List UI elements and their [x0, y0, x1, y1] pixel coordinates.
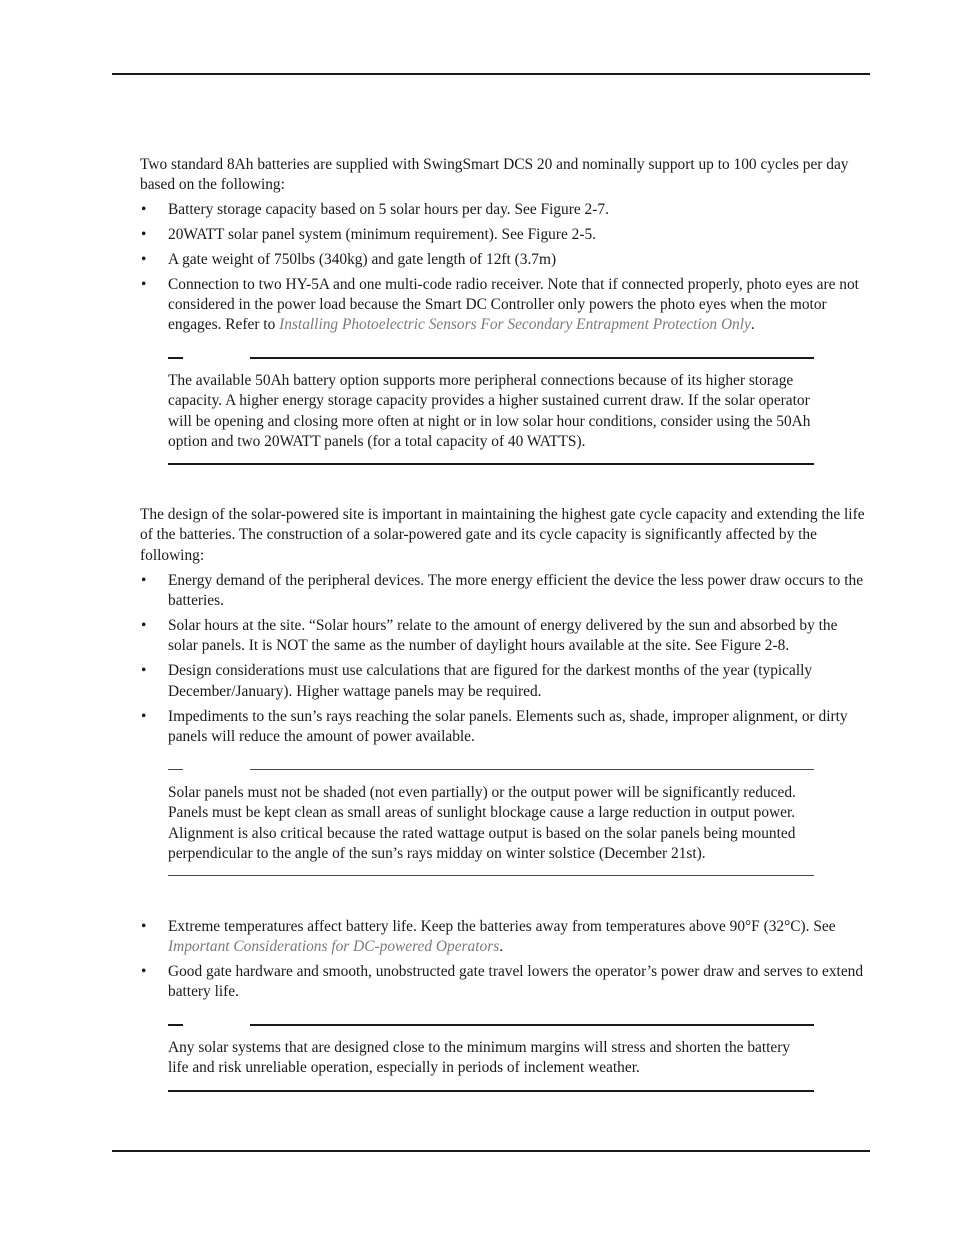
list-item: • Impediments to the sun’s rays reaching the solar panels. Elements such as, shade, improper alignment, or dirty panels will reduce the amount of power available.: [140, 707, 868, 748]
note-text: Solar panels must not be shaded (not even partially) or the output power will be significantly reduced. Panels must be kept clean as small areas of sunlight blockage cause a large reduction in output power. Alignment is also critical because the rated wattage output is based on the solar panels being mounted perpendicular to the angle of the sun’s rays midday on winter solstice (December 21st).: [168, 784, 796, 862]
note-footer-rule: [168, 875, 814, 876]
list-item: • Good gate hardware and smooth, unobstructed gate travel lowers the operator’s power draw and serves to extend battery life.: [140, 962, 868, 1003]
list-item: • Battery storage capacity based on 5 solar hours per day. See Figure 2-7.: [140, 200, 868, 220]
note-header-rule: [168, 357, 814, 359]
note-footer-rule: [168, 1090, 814, 1092]
list-item: • Solar hours at the site. “Solar hours” relate to the amount of energy delivered by the sun and absorbed by the solar panels. It is NOT the same as the number of daylight hours available at the site. See Figure 2-8.: [140, 616, 868, 657]
list-item: • A gate weight of 750lbs (340kg) and gate length of 12ft (3.7m): [140, 250, 868, 270]
list-item: • Design considerations must use calculations that are figured for the darkest months of the year (typically December/January). Higher wattage panels may be required.: [140, 661, 868, 702]
note-minimum-margins: [168, 1024, 814, 1092]
intro-paragraph: Two standard 8Ah batteries are supplied with SwingSmart DCS 20 and nominally support up to 100 cycles per day based on the following:: [140, 156, 849, 194]
note-text: Any solar systems that are designed close to the minimum margins will stress and shorten the battery life and risk unreliable operation, especially in periods of inclement weather.: [168, 1039, 791, 1077]
dc-operators-considerations-link[interactable]: Important Considerations for DC-powered Operators: [168, 938, 500, 956]
note-battery-option: [168, 357, 814, 465]
list-item: • Connection to two HY-5A and one multi-code radio receiver. Note that if connected properly, photo eyes are not considered in the power load because the Smart DC Controller only powers the photo eyes when the motor engages. Refer to Installing Photoelectric Sensors For Secondary Entrapment Protection Only.: [140, 275, 868, 336]
note-header-rule: [168, 1024, 814, 1026]
list-item: • Extreme temperatures affect battery life. Keep the batteries away from temperatures above 90°F (32°C). See Important Considerations for DC-powered Operators.: [140, 917, 868, 958]
note-header-rule: [168, 769, 814, 771]
list-item: • Energy demand of the peripheral devices. The more energy efficient the device the less power draw occurs to the batteries.: [140, 571, 868, 612]
note-footer-rule: [168, 463, 814, 465]
header-rule: [112, 73, 870, 75]
note-solar-shading: [168, 769, 814, 876]
design-paragraph: The design of the solar-powered site is important in maintaining the highest gate cycle capacity and extending the life of the batteries. The construction of a solar-powered gate and its cycle capacity is significantly affected by the following:: [140, 506, 865, 564]
photoelectric-sensors-link[interactable]: Installing Photoelectric Sensors For Secondary Entrapment Protection Only: [279, 316, 751, 334]
note-text: The available 50Ah battery option supports more peripheral connections because of its higher storage capacity. A higher energy storage capacity provides a higher sustained current draw. If the solar operator will be opening and closing more often at night or in low solar hour conditions, consider using the 50Ah option and two 20WATT panels (for a total capacity of 40 WATTS).: [168, 372, 811, 450]
design-factors-list: [140, 571, 868, 752]
list-item: • 20WATT solar panel system (minimum requirement). See Figure 2-5.: [140, 225, 868, 245]
battery-assumptions-list: [140, 200, 868, 340]
footer-rule: [112, 1150, 870, 1152]
battery-life-list: [140, 917, 868, 1007]
